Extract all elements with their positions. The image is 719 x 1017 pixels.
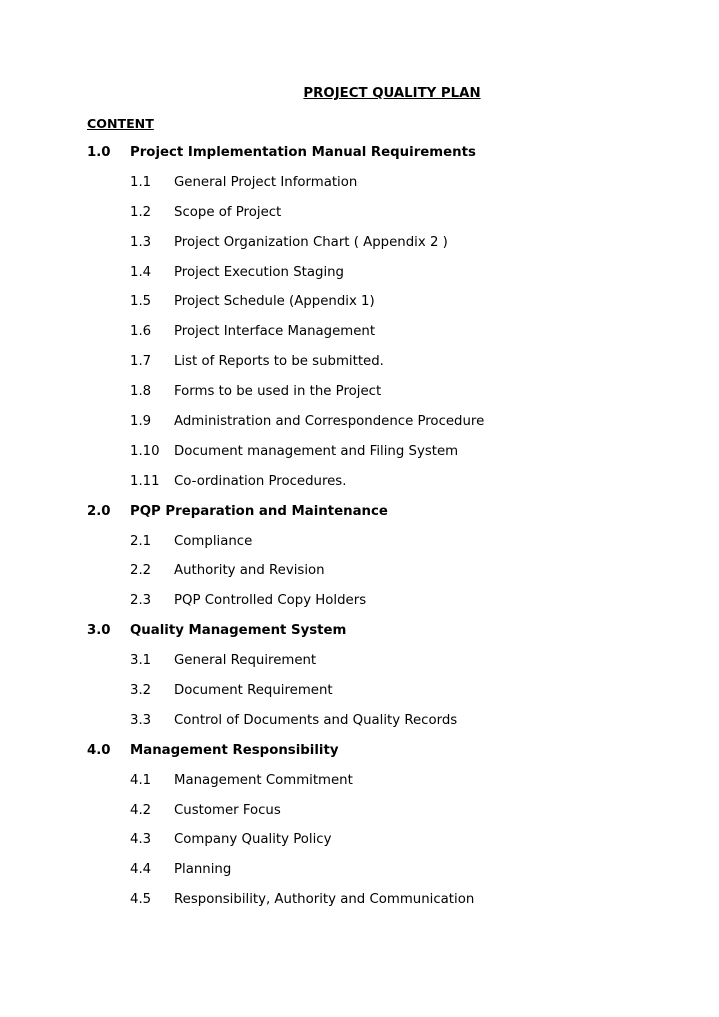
toc-item (0, 681, 719, 711)
toc-title: Control of Documents and Quality Records (174, 712, 458, 728)
toc-title: Scope of Project (174, 204, 282, 220)
toc-number: 1.2 (130, 204, 152, 220)
toc-item (0, 801, 719, 831)
toc-title: Administration and Correspondence Procedure (174, 414, 485, 430)
toc-item (0, 711, 719, 741)
toc-title: Quality Management System (130, 623, 347, 639)
toc-number: 2.3 (130, 593, 152, 609)
toc-title: Document Requirement (174, 683, 333, 699)
toc-title: Project Implementation Manual Requirements (130, 145, 476, 160)
table-of-contents (0, 143, 719, 920)
toc-item (0, 233, 719, 263)
toc-number: 1.6 (130, 324, 152, 340)
toc-item (0, 173, 719, 203)
toc-item (0, 292, 719, 322)
toc-item (0, 890, 719, 920)
toc-title: PQP Controlled Copy Holders (174, 593, 367, 609)
toc-title: Responsibility, Authority and Communication (174, 892, 475, 908)
toc-title: General Requirement (174, 653, 317, 669)
toc-title: Company Quality Policy (174, 832, 332, 848)
toc-title: Document management and Filing System (174, 443, 459, 459)
toc-title: Project Schedule (Appendix 1) (174, 294, 375, 310)
toc-item (0, 263, 719, 293)
toc-title: Authority and Revision (174, 563, 325, 579)
toc-number: 3.0 (87, 623, 111, 639)
toc-title: Compliance (174, 533, 253, 549)
toc-item (0, 472, 719, 502)
toc-number: 1.9 (130, 414, 152, 430)
toc-title: General Project Information (174, 174, 358, 190)
toc-number: 1.5 (130, 294, 152, 310)
toc-item (0, 203, 719, 233)
toc-number: 1.7 (130, 354, 152, 370)
toc-section-heading (0, 143, 719, 173)
toc-number: 3.1 (130, 653, 152, 669)
toc-title: Management Responsibility (130, 742, 339, 758)
toc-number: 4.0 (87, 742, 111, 758)
toc-number: 2.2 (130, 563, 152, 579)
toc-section-heading (0, 502, 719, 532)
toc-number: 1.8 (130, 384, 152, 400)
toc-item (0, 532, 719, 562)
toc-number: 4.5 (130, 892, 152, 908)
toc-section-heading (0, 741, 719, 771)
toc-title: PQP Preparation and Maintenance (130, 503, 388, 519)
toc-section-heading (0, 621, 719, 651)
toc-title: Project Execution Staging (174, 264, 345, 280)
toc-item (0, 561, 719, 591)
toc-number: 2.1 (130, 533, 152, 549)
toc-number: 1.11 (130, 473, 160, 489)
toc-number: 1.3 (130, 234, 152, 250)
toc-title: Management Commitment (174, 772, 353, 788)
toc-number: 2.0 (87, 503, 111, 519)
toc-number: 1.10 (130, 443, 160, 459)
toc-item (0, 830, 719, 860)
toc-item (0, 771, 719, 801)
toc-title: Planning (174, 862, 232, 878)
toc-title: List of Reports to be submitted. (174, 354, 384, 370)
toc-number: 4.1 (130, 772, 152, 788)
toc-item (0, 322, 719, 352)
toc-title: Co-ordination Procedures. (174, 473, 347, 489)
toc-item (0, 382, 719, 412)
toc-item (0, 860, 719, 890)
toc-number: 1.0 (87, 145, 111, 160)
content-heading: CONTENT (87, 116, 154, 131)
toc-title: Customer Focus (174, 802, 281, 818)
toc-number: 4.3 (130, 832, 152, 848)
toc-number: 1.1 (130, 174, 152, 190)
toc-item (0, 591, 719, 621)
toc-title: Project Organization Chart ( Appendix 2 ) (174, 234, 448, 250)
toc-number: 4.2 (130, 802, 152, 818)
toc-title: Forms to be used in the Project (174, 384, 382, 400)
toc-number: 3.3 (130, 712, 152, 728)
toc-number: 1.4 (130, 264, 152, 280)
toc-item (0, 412, 719, 442)
toc-number: 3.2 (130, 683, 152, 699)
toc-title: Project Interface Management (174, 324, 376, 340)
toc-item (0, 651, 719, 681)
document-title: PROJECT QUALITY PLAN (303, 86, 481, 101)
toc-item (0, 352, 719, 382)
toc-number: 4.4 (130, 862, 152, 878)
toc-item (0, 442, 719, 472)
